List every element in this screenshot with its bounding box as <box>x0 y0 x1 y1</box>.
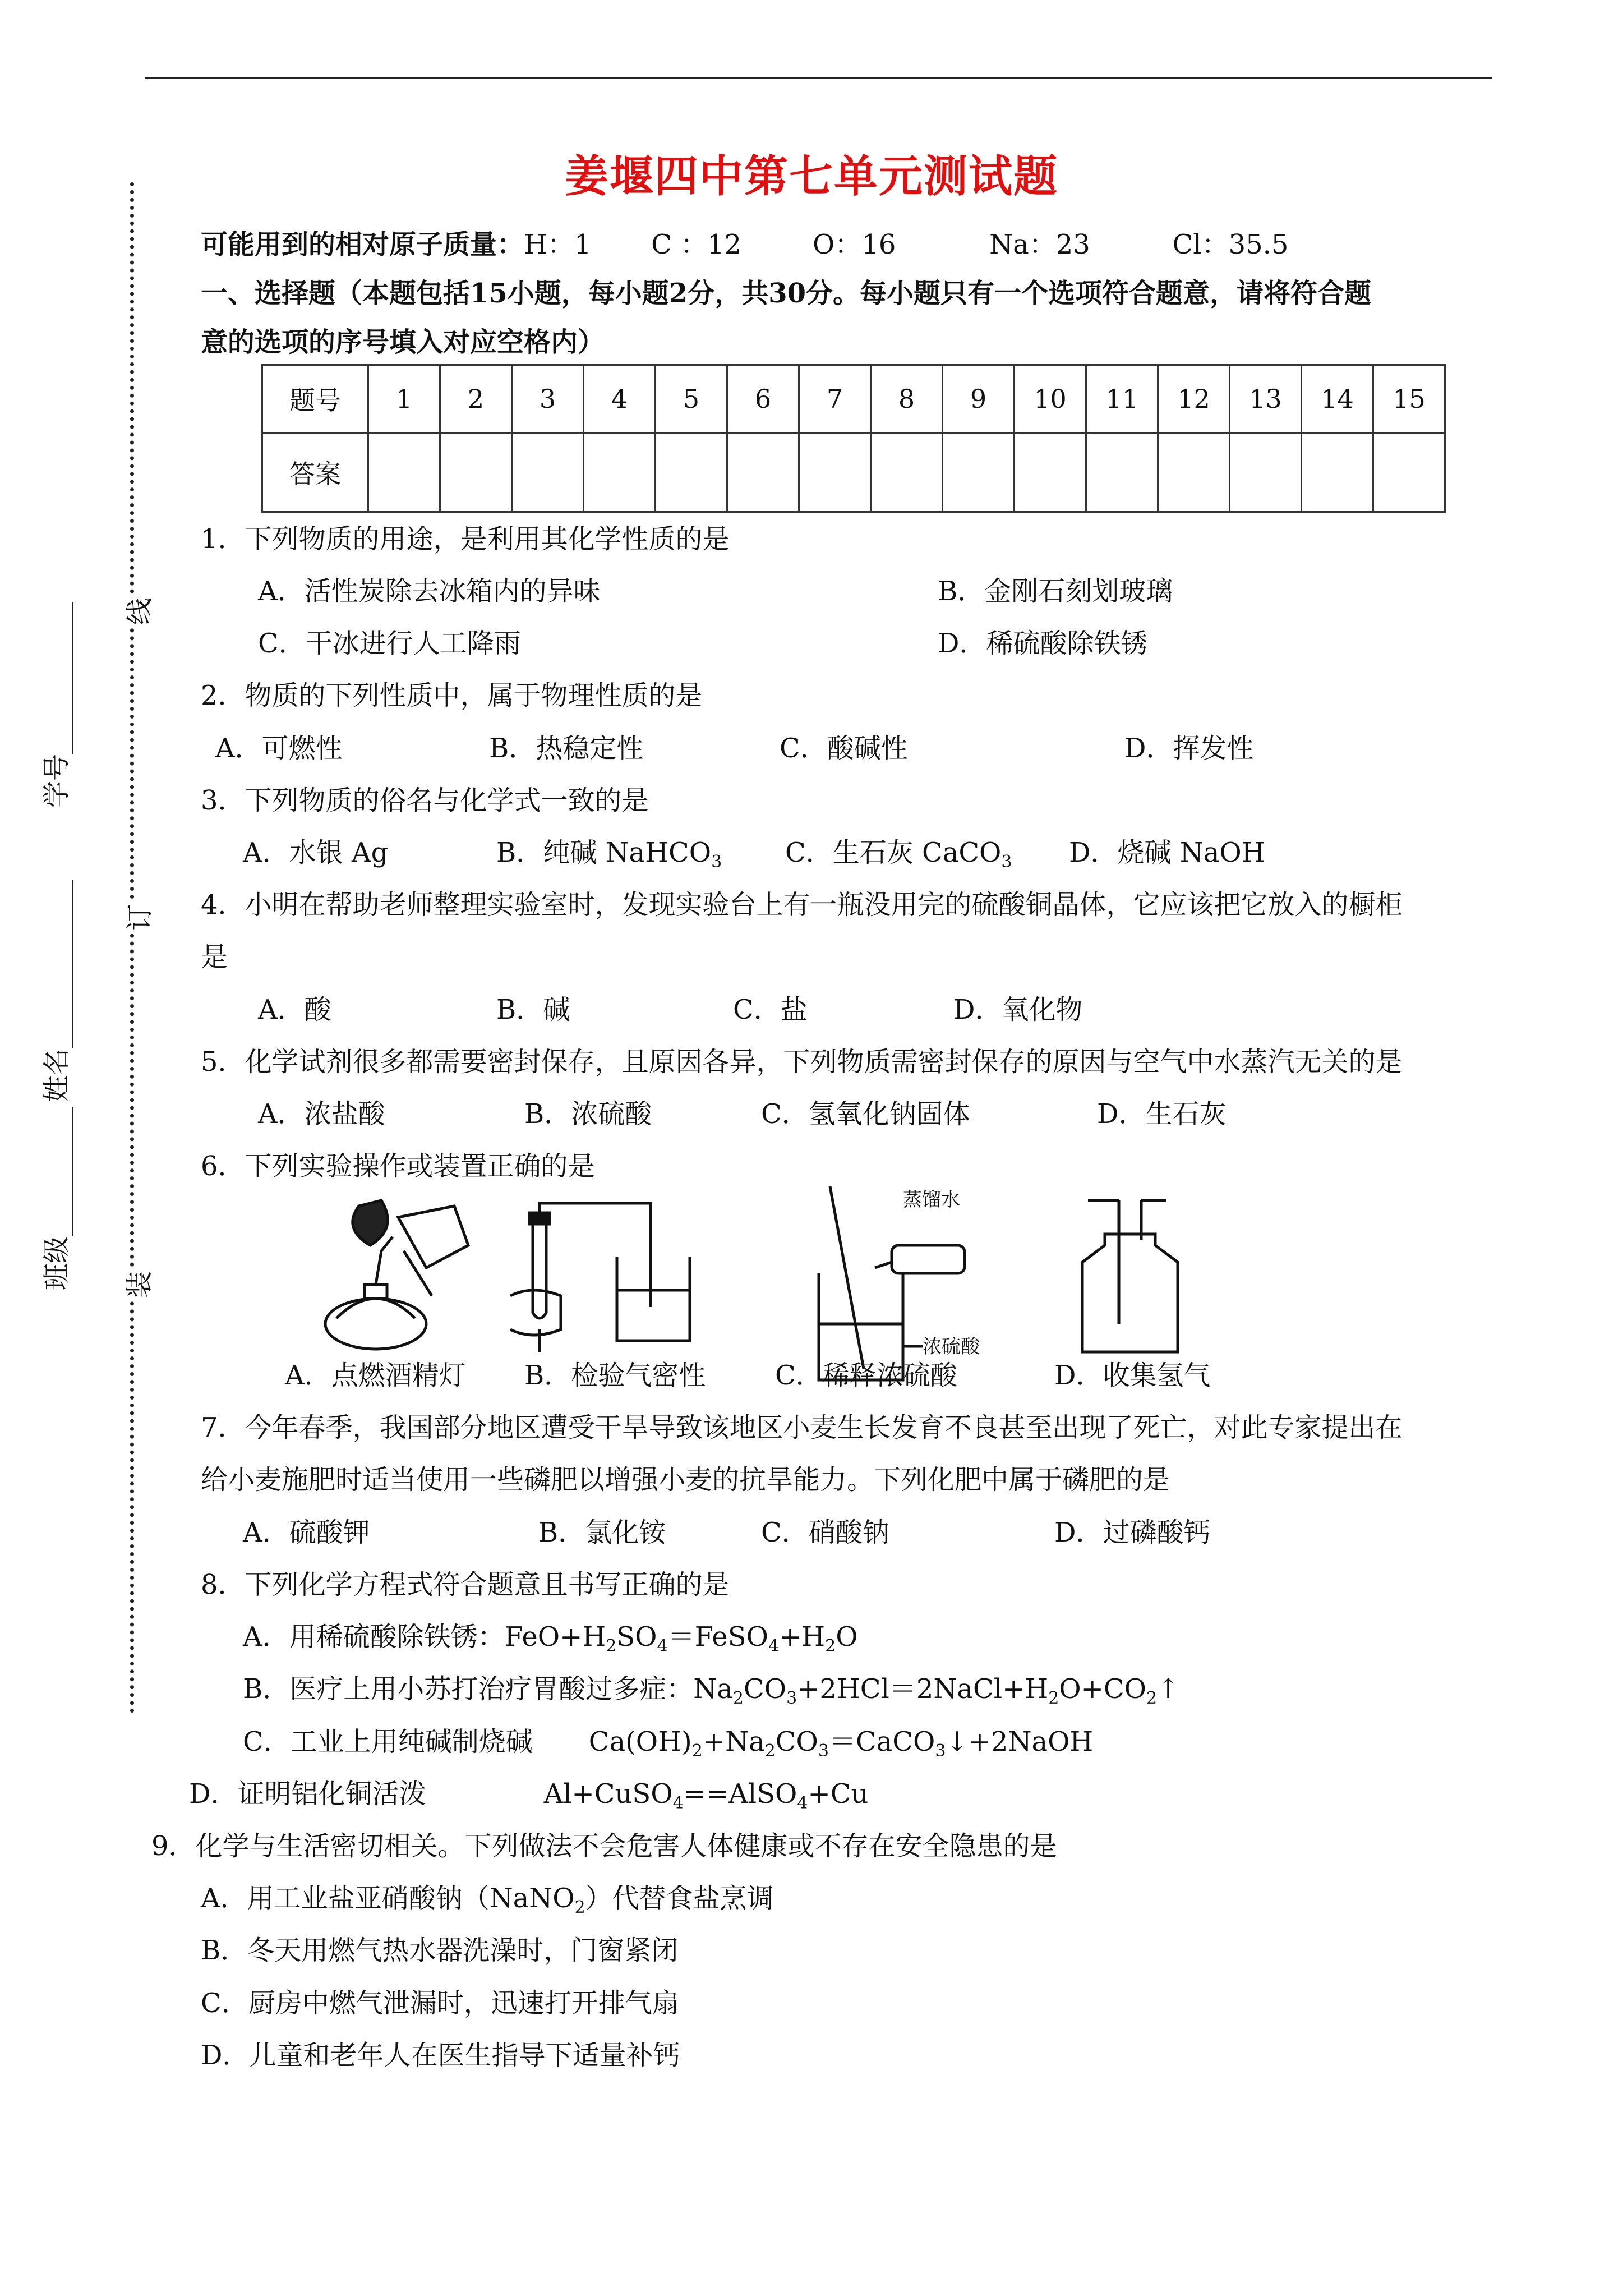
margin-class: 班级 <box>35 1107 73 1290</box>
q5-option-b: B．浓硫酸 <box>524 1098 652 1130</box>
q8-option-b: B．医疗上用小苏打治疗胃酸过多症：$Na_2CO_3+2HCl=2NaCl+H_2O+CO_2↑$ <box>243 1673 1180 1708</box>
q7-stem-1: 7．今年春季，我国部分地区遭受干旱导致该地区小麦生长发育不良甚至出现了死亡，对此专家提出在 <box>201 1412 1403 1443</box>
mass-o: O：16 <box>812 229 896 260</box>
answer-table <box>261 364 1446 513</box>
margin-student-no: 学号 <box>35 602 73 808</box>
q9-option-c: C．厨房中燃气泄漏时，迅速打开排气扇 <box>201 1987 679 2019</box>
q9-option-d: D．儿童和老年人在医生指导下适量补钙 <box>201 2040 680 2071</box>
table-cell: 13 <box>1230 365 1302 433</box>
q8-option-c: C．工业上用纯碱制烧碱 $Ca(OH)_2+Na_2CO_3=CaCO_3↓+2NaOH$ <box>243 1726 1094 1761</box>
q6-option-c: C．稀释浓硫酸 <box>775 1360 957 1391</box>
answer-cell[interactable] <box>656 433 727 512</box>
q1-option-d: D．稀硫酸除铁锈 <box>938 628 1148 659</box>
margin-name: 姓名 <box>35 880 73 1102</box>
q4-option-d: D．氧化物 <box>953 994 1083 1025</box>
q2-option-c: C．酸碱性 <box>780 733 908 764</box>
q6-stem: 6．下列实验操作或装置正确的是 <box>201 1151 595 1182</box>
q9-option-a: A．用工业盐亚硝酸钠（NaNO$_2$）代替食盐烹调 <box>201 1883 774 1917</box>
mass-h: H：1 <box>524 229 592 260</box>
binding-dotted-line <box>130 182 134 1714</box>
figure-airtightness <box>510 1200 712 1358</box>
q2-stem: 2．物质的下列性质中，属于物理性质的是 <box>201 680 703 711</box>
answer-cell[interactable] <box>1302 433 1373 512</box>
q4-stem-1: 4．小明在帮助老师整理实验室时，发现实验台上有一瓶没用完的硫酸铜晶体，它应该把它放入的橱柜 <box>201 889 1403 921</box>
q1-option-c: C．干冰进行人工降雨 <box>258 628 521 659</box>
answer-cell[interactable] <box>1230 433 1302 512</box>
figure-label-acid: 浓硫酸 <box>923 1336 980 1358</box>
answer-cell[interactable] <box>440 433 512 512</box>
table-cell: 14 <box>1302 365 1373 433</box>
table-header-answer: 答案 <box>262 433 368 512</box>
answer-cell[interactable] <box>512 433 584 512</box>
q6-option-d: D．收集氢气 <box>1054 1360 1211 1391</box>
q6-option-a: A．点燃酒精灯 <box>285 1360 466 1391</box>
q1-option-b: B．金刚石刻划玻璃 <box>938 576 1173 607</box>
atomic-mass-label: 可能用到的相对原子质量： <box>201 229 524 260</box>
mass-c: C ：12 <box>651 229 742 260</box>
table-cell: 5 <box>656 365 727 433</box>
table-cell: 2 <box>440 365 512 433</box>
table-cell: 3 <box>512 365 584 433</box>
q3-stem: 3．下列物质的俗名与化学式一致的是 <box>201 785 649 816</box>
table-cell: 7 <box>799 365 871 433</box>
figure-alcohol-lamp <box>314 1184 482 1352</box>
q7-option-b: B．氯化铵 <box>538 1517 666 1548</box>
q1-stem: 1．下列物质的用途，是利用其化学性质的是 <box>201 523 730 555</box>
q9-option-b: B．冬天用燃气热水器洗澡时，门窗紧闭 <box>201 1935 679 1966</box>
q5-stem: 5．化学试剂很多都需要密封保存，且原因各异，下列物质需密封保存的原因与空气中水蒸汽无关的是 <box>201 1046 1403 1078</box>
q7-stem-2: 给小麦施肥时适当使用一些磷肥以增强小麦的抗旱能力。下列化肥中属于磷肥的是 <box>201 1464 1170 1496</box>
q8-option-a: A．用稀硫酸除铁锈：$FeO+H_2SO_4=FeSO_4+H_2O$ <box>243 1621 858 1656</box>
q5-option-a: A．浓盐酸 <box>258 1098 385 1130</box>
table-cell: 10 <box>1015 365 1086 433</box>
answer-cell[interactable] <box>1158 433 1230 512</box>
answer-cell[interactable] <box>871 433 943 512</box>
q7-option-a: A．硫酸钾 <box>243 1517 370 1548</box>
answer-cell[interactable] <box>584 433 656 512</box>
table-row <box>262 365 1445 433</box>
q1-option-a: A．活性炭除去冰箱内的异味 <box>258 576 601 607</box>
answer-cell[interactable] <box>1015 433 1086 512</box>
answer-cell[interactable] <box>727 433 799 512</box>
section1-instructions-1: 一、选择题（本题包括15小题，每小题2分，共30分。每小题只有一个选项符合题意，请将符合题 <box>201 278 1371 309</box>
q3-option-c: C．生石灰 CaCO$_3$ <box>785 837 1012 872</box>
table-cell: 6 <box>727 365 799 433</box>
answer-cell[interactable] <box>943 433 1015 512</box>
q3-option-d: D．烧碱 NaOH <box>1069 837 1265 868</box>
header-rule <box>145 77 1492 79</box>
margin-zhuang: 装 <box>118 1268 156 1301</box>
margin-xian: 线 <box>118 595 156 628</box>
answer-cell[interactable] <box>368 433 440 512</box>
q8-option-d: D．证明铝化铜活泼 Al+CuSO$_4$==AlSO$_4$+Cu <box>189 1778 869 1813</box>
margin-ding: 订 <box>118 900 156 934</box>
q5-option-d: D．生石灰 <box>1097 1098 1227 1130</box>
table-cell: 8 <box>871 365 943 433</box>
answer-cell[interactable] <box>1373 433 1445 512</box>
q2-option-a: A．可燃性 <box>215 733 343 764</box>
section1-instructions-2: 意的选项的序号填入对应空格内） <box>201 326 605 358</box>
figure-label-water: 蒸馏水 <box>903 1189 960 1211</box>
q4-option-b: B．碱 <box>496 994 570 1025</box>
q4-option-c: C．盐 <box>733 994 808 1025</box>
q2-option-b: B．热稳定性 <box>489 733 644 764</box>
q2-option-d: D．挥发性 <box>1124 733 1254 764</box>
table-cell: 1 <box>368 365 440 433</box>
q4-option-a: A．酸 <box>258 994 331 1025</box>
table-header-number: 题号 <box>262 365 368 433</box>
mass-na: Na：23 <box>989 229 1090 260</box>
table-row <box>262 433 1445 512</box>
q9-stem: 9．化学与生活密切相关。下列做法不会危害人体健康或不存在安全隐患的是 <box>151 1830 1057 1862</box>
table-cell: 11 <box>1086 365 1158 433</box>
q7-option-d: D．过磷酸钙 <box>1054 1517 1211 1548</box>
q3-option-b: B．纯碱 NaHCO$_3$ <box>496 837 722 872</box>
answer-cell[interactable] <box>1086 433 1158 512</box>
q5-option-c: C．氢氧化钠固体 <box>761 1098 970 1130</box>
answer-cell[interactable] <box>799 433 871 512</box>
table-cell: 15 <box>1373 365 1445 433</box>
figure-gas-bottle <box>1066 1189 1200 1358</box>
q6-option-b: B．检验气密性 <box>524 1360 706 1391</box>
q4-stem-2: 是 <box>201 941 228 973</box>
q7-option-c: C．硝酸钠 <box>761 1517 889 1548</box>
atomic-mass-line <box>201 228 1288 261</box>
table-cell: 12 <box>1158 365 1230 433</box>
q3-option-a: A．水银 Ag <box>243 837 389 868</box>
mass-cl: Cl：35.5 <box>1172 229 1289 260</box>
page-title: 姜堰四中第七单元测试题 <box>564 151 1058 202</box>
table-cell: 4 <box>584 365 656 433</box>
q8-stem: 8．下列化学方程式符合题意且书写正确的是 <box>201 1569 730 1600</box>
table-cell: 9 <box>943 365 1015 433</box>
